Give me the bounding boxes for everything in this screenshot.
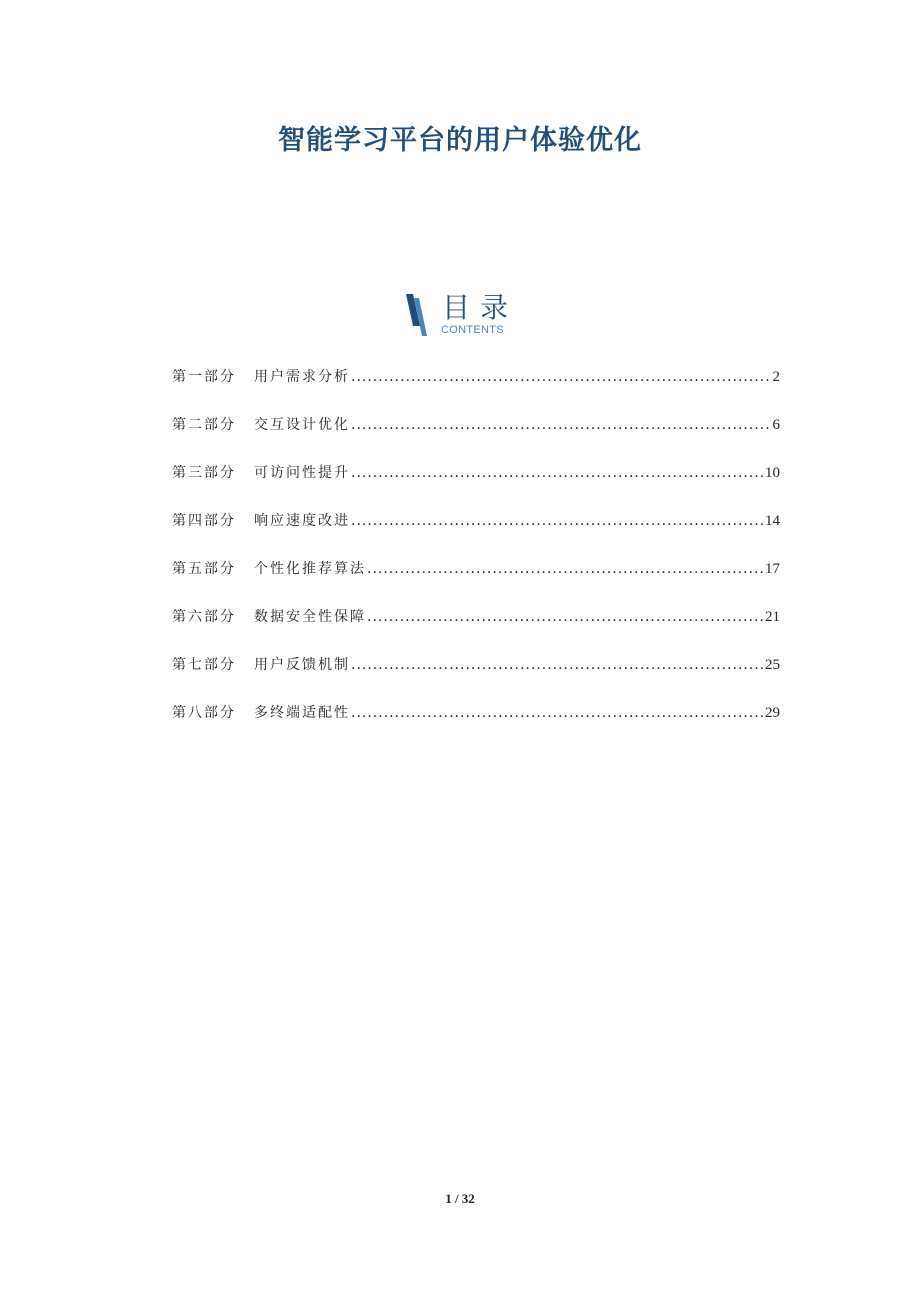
toc-page: 29 xyxy=(765,705,780,721)
toc-name: 响应速度改进 xyxy=(254,513,350,529)
toc-heading: 目录 xyxy=(442,291,519,324)
toc-part: 第四部分 xyxy=(172,513,236,529)
toc-leader xyxy=(351,654,764,676)
toc-leader xyxy=(351,366,772,388)
toc-page: 21 xyxy=(765,609,780,625)
toc-leader xyxy=(351,510,764,532)
toc-part: 第七部分 xyxy=(172,657,236,673)
toc-part: 第三部分 xyxy=(172,465,236,481)
toc-page: 14 xyxy=(765,513,780,529)
toc-name: 交互设计优化 xyxy=(254,417,350,433)
toc-subheading: CONTENTS xyxy=(441,324,504,336)
toc-leader xyxy=(351,414,772,436)
toc-name: 可访问性提升 xyxy=(254,465,350,481)
toc-leader xyxy=(351,462,764,484)
toc-name: 多终端适配性 xyxy=(254,705,350,721)
toc-entry[interactable] xyxy=(172,510,780,558)
toc-part: 第六部分 xyxy=(172,609,236,625)
toc-page: 6 xyxy=(772,417,780,433)
toc-part: 第八部分 xyxy=(172,705,236,721)
toc-part: 第一部分 xyxy=(172,369,236,385)
toc-entry[interactable] xyxy=(172,366,780,414)
toc-page: 2 xyxy=(772,369,780,385)
page-number: 1 / 32 xyxy=(445,1191,475,1206)
toc-header xyxy=(404,292,534,342)
toc-name: 数据安全性保障 xyxy=(254,609,366,625)
toc-page: 17 xyxy=(765,561,780,577)
toc-page: 10 xyxy=(765,465,780,481)
toc-list xyxy=(172,366,780,750)
toc-leader xyxy=(367,558,764,580)
toc-page: 25 xyxy=(765,657,780,673)
toc-entry[interactable] xyxy=(172,654,780,702)
toc-entry[interactable] xyxy=(172,462,780,510)
toc-name: 用户需求分析 xyxy=(254,369,350,385)
toc-entry[interactable] xyxy=(172,414,780,462)
toc-leader xyxy=(351,702,764,724)
document-title: 智能学习平台的用户体验优化 xyxy=(278,125,642,156)
toc-leader xyxy=(367,606,764,628)
toc-logo-icon xyxy=(404,294,434,338)
toc-entry[interactable] xyxy=(172,702,780,750)
toc-name: 用户反馈机制 xyxy=(254,657,350,673)
toc-part: 第五部分 xyxy=(172,561,236,577)
toc-part: 第二部分 xyxy=(172,417,236,433)
toc-name: 个性化推荐算法 xyxy=(254,561,366,577)
toc-entry[interactable] xyxy=(172,558,780,606)
toc-entry[interactable] xyxy=(172,606,780,654)
